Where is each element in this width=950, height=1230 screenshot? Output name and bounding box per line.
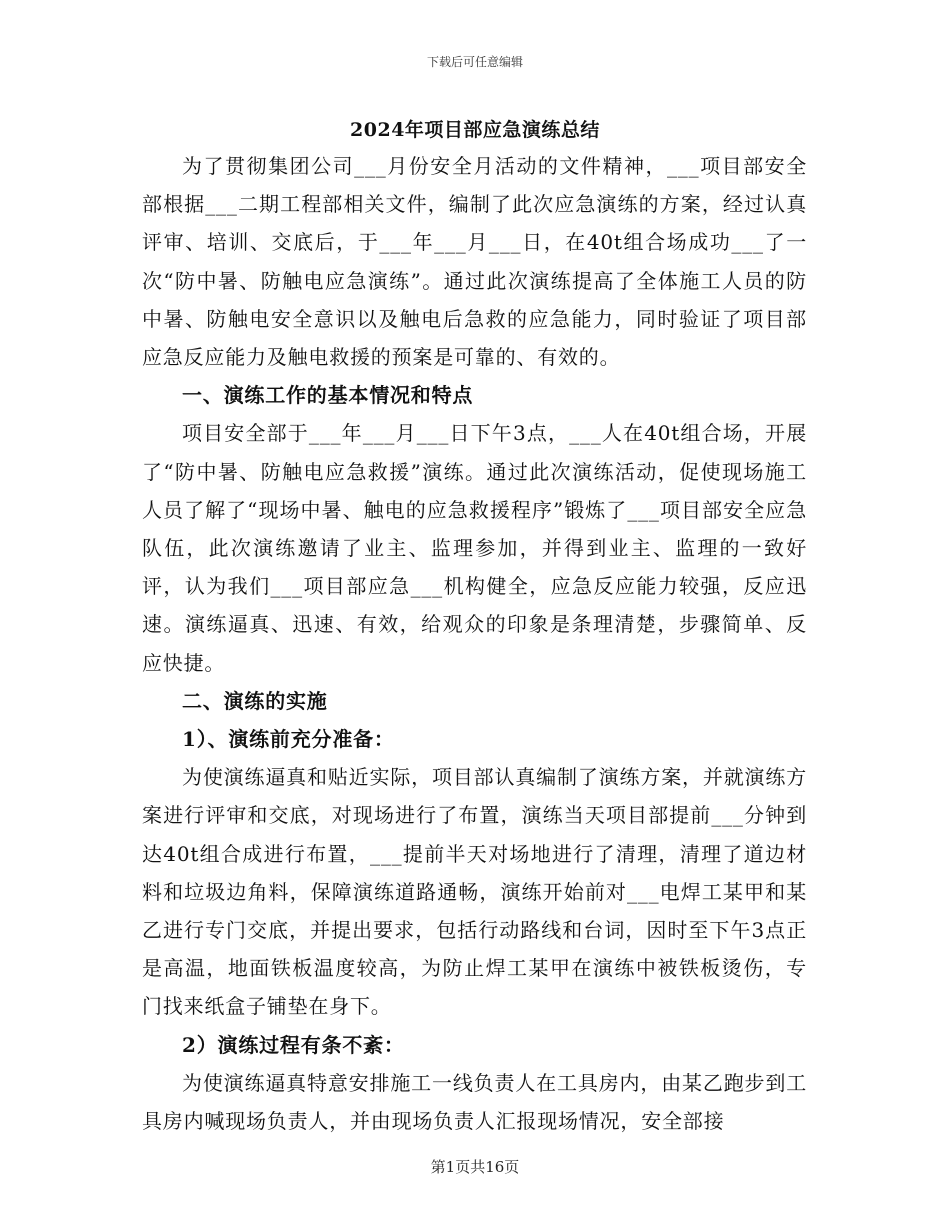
intro-paragraph: 为了贯彻集团公司___月份安全月活动的文件精神，___项目部安全部根据___二期工程部相关文件，编制了此次应急演练的方案，经过认真评审、培训、交底后，于___年___月___日，在40t组合场成功___了一次“防中暑、防触电应急演练”。通过此次演练提高了全体施工人员的防中暑、防触电安全意识以及触电后急救的应急能力，同时验证了项目部应急反应能力及触电救援的预案是可靠的、有效的。: [142, 154, 807, 370]
section-heading-2: 二、演练的实施: [182, 688, 328, 713]
header-note: 下载后可任意编辑: [426, 55, 523, 69]
section-heading-1: 一、演练工作的基本情况和特点: [182, 383, 474, 408]
document-title: 2024年项目部应急演练总结: [350, 119, 600, 141]
subsection-heading-1: 1）、演练前充分准备：: [182, 727, 395, 752]
subsection-2-paragraph: 为使演练逼真特意安排施工一线负责人在工具房内，由某乙跑步到工具房内喊现场负责人，并由现场负责人汇报现场情况，安全部接: [142, 1070, 807, 1134]
section-1-paragraph: 项目安全部于___年___月___日下午3点，___人在40t组合场，开展了“防中暑、防触电应急救援”演练。通过此次演练活动，促使现场施工人员了解了“现场中暑、触电的应急救援程序”锻炼了___项目部安全应急队伍，此次演练邀请了业主、监理参加，并得到业主、监理的一致好评，认为我们___项目部应急___机构健全，应急反应能力较强，反应迅速。演练逼真、迅速、有效，给观众的印象是条理清楚，步骤简单、反应快捷。: [142, 421, 807, 675]
subsection-heading-2: 2）演练过程有条不紊：: [182, 1032, 405, 1057]
document-body: [142, 147, 807, 1140]
page-number: 第1页共16页: [430, 1158, 520, 1176]
subsection-1-paragraph: 为使演练逼真和贴近实际，项目部认真编制了演练方案，并就演练方案进行评审和交底，对现场进行了布置，演练当天项目部提前___分钟到达40t组合成进行布置，___提前半天对场地进行了清理，清理了道边材料和垃圾边角料，保障演练道路通畅，演练开始前对___电焊工某甲和某乙进行专门交底，并提出要求，包括行动路线和台词，因时至下午3点正是高温，地面铁板温度较高，为防止焊工某甲在演练中被铁板烫伤，专门找来纸盒子铺垫在身下。: [142, 765, 807, 1019]
